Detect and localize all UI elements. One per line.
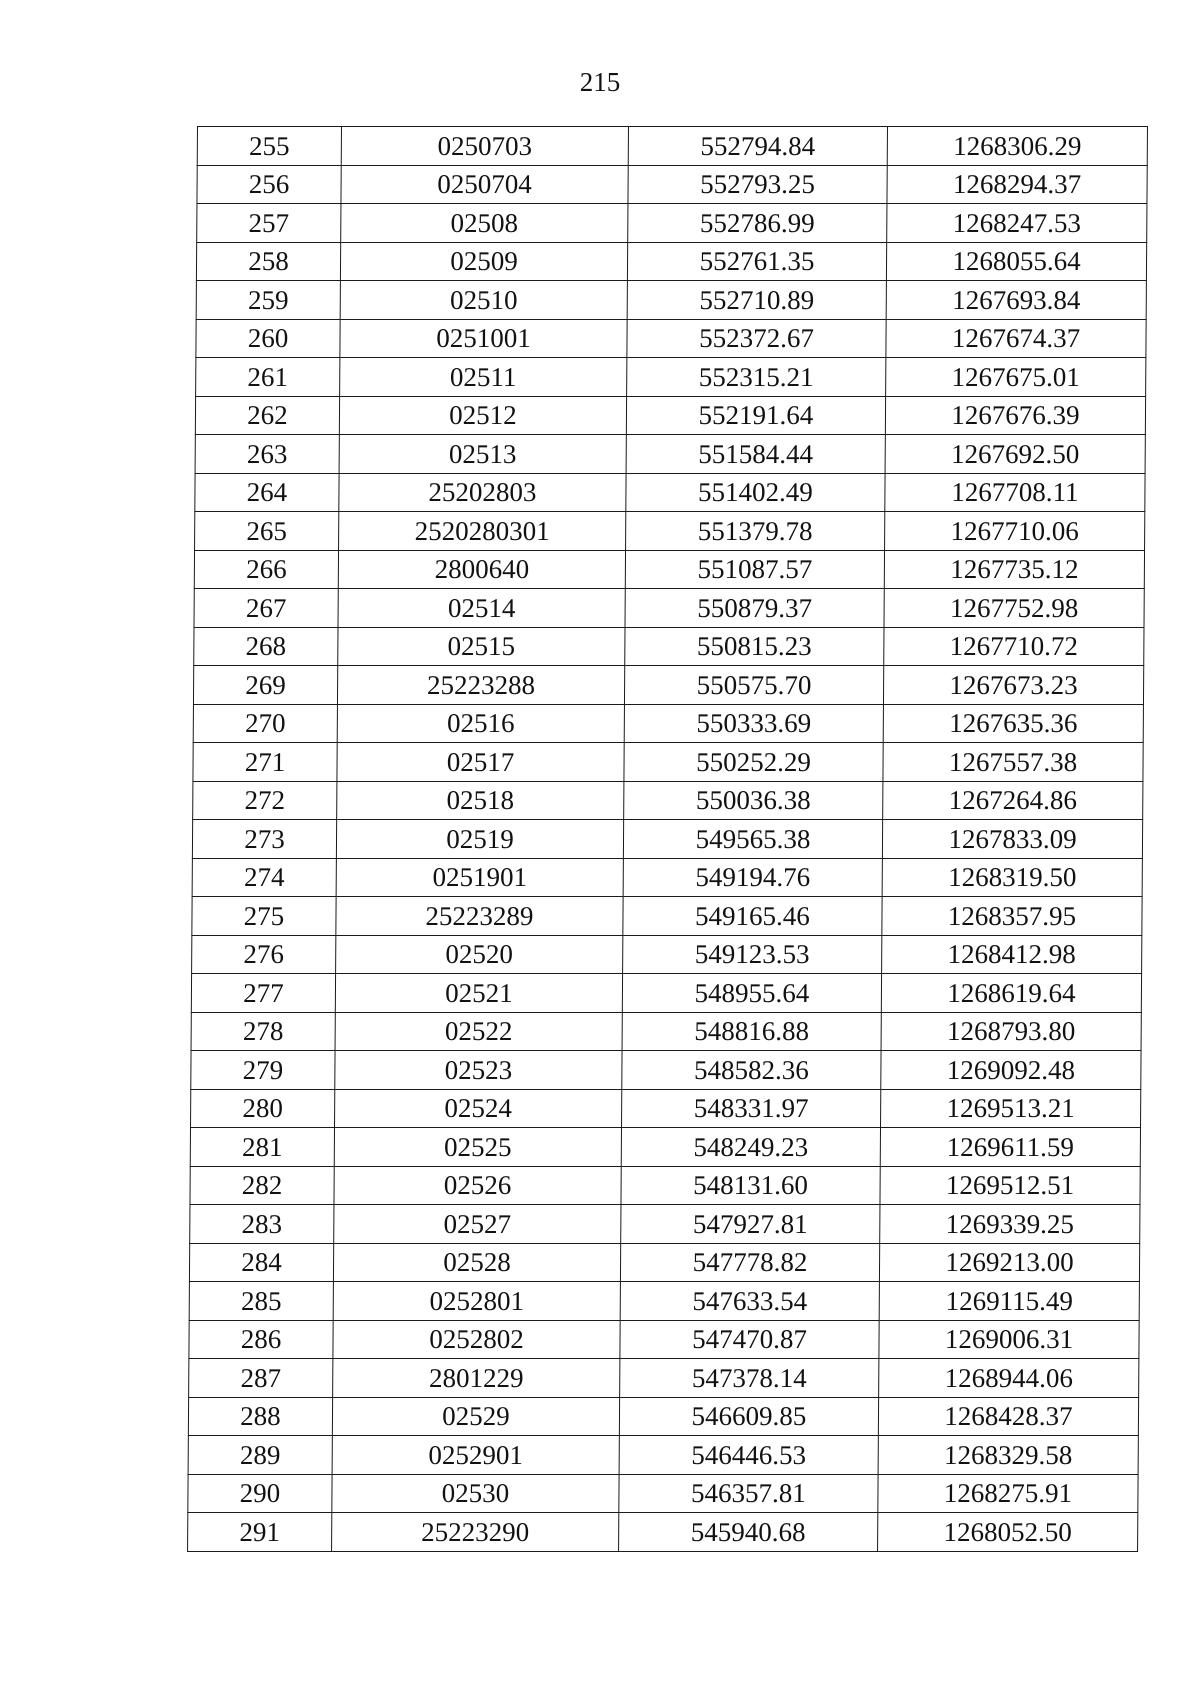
- table-row: [194, 550, 1144, 589]
- table-row: [191, 1012, 1141, 1051]
- row-number-cell: 256: [197, 165, 341, 204]
- y-coordinate-cell: 1267735.12: [884, 550, 1144, 589]
- y-coordinate-cell: 1267692.50: [885, 435, 1145, 474]
- point-id-cell: 02529: [332, 1397, 619, 1436]
- y-coordinate-cell: 1269611.59: [880, 1128, 1140, 1167]
- row-number-cell: 279: [191, 1051, 335, 1090]
- x-coordinate-cell: 545940.68: [619, 1513, 878, 1552]
- x-coordinate-cell: 549123.53: [623, 935, 882, 974]
- table-row: [196, 242, 1146, 281]
- point-id-cell: 25202803: [339, 473, 626, 512]
- row-number-cell: 262: [195, 396, 339, 435]
- x-coordinate-cell: 551379.78: [626, 512, 885, 551]
- y-coordinate-cell: 1268247.53: [887, 204, 1147, 243]
- point-id-cell: 02528: [333, 1243, 620, 1282]
- row-number-cell: 277: [191, 974, 335, 1013]
- table-row: [189, 1320, 1139, 1359]
- point-id-cell: 0252802: [333, 1320, 620, 1359]
- point-id-cell: 02510: [340, 281, 627, 320]
- y-coordinate-cell: 1267674.37: [886, 319, 1146, 358]
- row-number-cell: 287: [189, 1359, 333, 1398]
- point-id-cell: 02518: [337, 781, 624, 820]
- x-coordinate-cell: 552793.25: [628, 165, 887, 204]
- x-coordinate-cell: 548249.23: [621, 1128, 880, 1167]
- row-number-cell: 272: [193, 781, 337, 820]
- y-coordinate-cell: 1267752.98: [884, 589, 1144, 628]
- row-number-cell: 274: [192, 858, 336, 897]
- table-row: [196, 319, 1146, 358]
- row-number-cell: 276: [192, 935, 336, 974]
- row-number-cell: 268: [194, 627, 338, 666]
- y-coordinate-cell: 1269115.49: [879, 1282, 1139, 1321]
- y-coordinate-cell: 1268275.91: [878, 1474, 1138, 1513]
- row-number-cell: 270: [193, 704, 337, 743]
- row-number-cell: 269: [193, 666, 337, 705]
- row-number-cell: 285: [189, 1282, 333, 1321]
- x-coordinate-cell: 550333.69: [624, 704, 883, 743]
- row-number-cell: 281: [190, 1128, 334, 1167]
- row-number-cell: 260: [196, 319, 340, 358]
- x-coordinate-cell: 551087.57: [625, 550, 884, 589]
- point-id-cell: 02522: [335, 1012, 622, 1051]
- table-row: [196, 358, 1146, 397]
- row-number-cell: 275: [192, 897, 336, 936]
- table-row: [194, 589, 1144, 628]
- point-id-cell: 02509: [340, 242, 627, 281]
- point-id-cell: 0251901: [336, 858, 623, 897]
- row-number-cell: 265: [195, 512, 339, 551]
- point-id-cell: 02523: [335, 1051, 622, 1090]
- table-row: [188, 1474, 1138, 1513]
- y-coordinate-cell: 1269512.51: [880, 1166, 1140, 1205]
- point-id-cell: 2800640: [338, 550, 625, 589]
- table-row: [197, 165, 1147, 204]
- table-row: [191, 1051, 1141, 1090]
- y-coordinate-cell: 1268294.37: [887, 165, 1147, 204]
- x-coordinate-cell: 552191.64: [626, 396, 885, 435]
- y-coordinate-cell: 1267264.86: [883, 781, 1143, 820]
- row-number-cell: 267: [194, 589, 338, 628]
- x-coordinate-cell: 552315.21: [627, 358, 886, 397]
- point-id-cell: 25223290: [332, 1513, 619, 1552]
- table-row: [190, 1205, 1140, 1244]
- row-number-cell: 291: [188, 1513, 332, 1552]
- row-number-cell: 280: [191, 1089, 335, 1128]
- x-coordinate-cell: 548131.60: [621, 1166, 880, 1205]
- y-coordinate-cell: 1267676.39: [885, 396, 1145, 435]
- table-row: [193, 743, 1143, 782]
- x-coordinate-cell: 547633.54: [620, 1282, 879, 1321]
- x-coordinate-cell: 550252.29: [624, 743, 883, 782]
- table-row: [189, 1282, 1139, 1321]
- y-coordinate-cell: 1268055.64: [886, 242, 1146, 281]
- row-number-cell: 288: [188, 1397, 332, 1436]
- y-coordinate-cell: 1267693.84: [886, 281, 1146, 320]
- row-number-cell: 271: [193, 743, 337, 782]
- y-coordinate-cell: 1268944.06: [879, 1359, 1139, 1398]
- point-id-cell: 02508: [341, 204, 628, 243]
- table-row: [192, 820, 1142, 859]
- x-coordinate-cell: 547778.82: [620, 1243, 879, 1282]
- row-number-cell: 290: [188, 1474, 332, 1513]
- row-number-cell: 264: [195, 473, 339, 512]
- y-coordinate-cell: 1267710.72: [884, 627, 1144, 666]
- y-coordinate-cell: 1267635.36: [883, 704, 1143, 743]
- table-row: [192, 858, 1142, 897]
- coordinates-table: [187, 126, 1148, 1552]
- row-number-cell: 286: [189, 1320, 333, 1359]
- y-coordinate-cell: 1268428.37: [878, 1397, 1138, 1436]
- x-coordinate-cell: 550575.70: [624, 666, 883, 705]
- table-row: [195, 473, 1145, 512]
- point-id-cell: 02513: [339, 435, 626, 474]
- row-number-cell: 282: [190, 1166, 334, 1205]
- point-id-cell: 02516: [337, 704, 624, 743]
- y-coordinate-cell: 1268412.98: [882, 935, 1142, 974]
- y-coordinate-cell: 1267673.23: [883, 666, 1143, 705]
- table-row: [194, 627, 1144, 666]
- point-id-cell: 25223289: [336, 897, 623, 936]
- point-id-cell: 0250703: [341, 127, 628, 166]
- x-coordinate-cell: 547378.14: [620, 1359, 879, 1398]
- x-coordinate-cell: 550036.38: [624, 781, 883, 820]
- row-number-cell: 261: [196, 358, 340, 397]
- x-coordinate-cell: 552761.35: [627, 242, 886, 281]
- x-coordinate-cell: 546357.81: [619, 1474, 878, 1513]
- point-id-cell: 0252901: [332, 1436, 619, 1475]
- point-id-cell: 02517: [337, 743, 624, 782]
- table-row: [197, 127, 1147, 166]
- x-coordinate-cell: 552710.89: [627, 281, 886, 320]
- y-coordinate-cell: 1267708.11: [885, 473, 1145, 512]
- row-number-cell: 263: [195, 435, 339, 474]
- y-coordinate-cell: 1268619.64: [881, 974, 1141, 1013]
- table-row: [197, 204, 1147, 243]
- table-row: [189, 1359, 1139, 1398]
- point-id-cell: 0251001: [340, 319, 627, 358]
- y-coordinate-cell: 1268329.58: [878, 1436, 1138, 1475]
- table-row: [188, 1397, 1138, 1436]
- point-id-cell: 02525: [334, 1128, 621, 1167]
- table-row: [191, 974, 1141, 1013]
- y-coordinate-cell: 1269006.31: [879, 1320, 1139, 1359]
- y-coordinate-cell: 1269092.48: [881, 1051, 1141, 1090]
- table-row: [195, 512, 1145, 551]
- y-coordinate-cell: 1267675.01: [886, 358, 1146, 397]
- point-id-cell: 02512: [339, 396, 626, 435]
- x-coordinate-cell: 552794.84: [628, 127, 887, 166]
- page-number: 215: [579, 67, 621, 97]
- y-coordinate-cell: 1267710.06: [885, 512, 1145, 551]
- y-coordinate-cell: 1268357.95: [882, 897, 1142, 936]
- row-number-cell: 278: [191, 1012, 335, 1051]
- row-number-cell: 273: [192, 820, 336, 859]
- y-coordinate-cell: 1268052.50: [878, 1513, 1138, 1552]
- y-coordinate-cell: 1269339.25: [880, 1205, 1140, 1244]
- row-number-cell: 258: [196, 242, 340, 281]
- table-row: [190, 1128, 1140, 1167]
- row-number-cell: 266: [194, 550, 338, 589]
- x-coordinate-cell: 549165.46: [623, 897, 882, 936]
- point-id-cell: 02519: [336, 820, 623, 859]
- point-id-cell: 02521: [335, 974, 622, 1013]
- y-coordinate-cell: 1268793.80: [881, 1012, 1141, 1051]
- x-coordinate-cell: 548582.36: [622, 1051, 881, 1090]
- point-id-cell: 2520280301: [339, 512, 626, 551]
- point-id-cell: 02515: [338, 627, 625, 666]
- point-id-cell: 2801229: [333, 1359, 620, 1398]
- x-coordinate-cell: 547470.87: [620, 1320, 879, 1359]
- x-coordinate-cell: 548955.64: [622, 974, 881, 1013]
- x-coordinate-cell: 552372.67: [627, 319, 886, 358]
- row-number-cell: 284: [189, 1243, 333, 1282]
- table-row: [189, 1243, 1139, 1282]
- point-id-cell: 02527: [334, 1205, 621, 1244]
- table-row: [193, 666, 1143, 705]
- x-coordinate-cell: 546609.85: [619, 1397, 878, 1436]
- x-coordinate-cell: 548816.88: [622, 1012, 881, 1051]
- x-coordinate-cell: 550815.23: [625, 627, 884, 666]
- x-coordinate-cell: 549565.38: [623, 820, 882, 859]
- point-id-cell: 02514: [338, 589, 625, 628]
- row-number-cell: 255: [197, 127, 341, 166]
- x-coordinate-cell: 549194.76: [623, 858, 882, 897]
- x-coordinate-cell: 550879.37: [625, 589, 884, 628]
- y-coordinate-cell: 1269213.00: [879, 1243, 1139, 1282]
- point-id-cell: 02530: [332, 1474, 619, 1513]
- row-number-cell: 257: [197, 204, 341, 243]
- x-coordinate-cell: 552786.99: [628, 204, 887, 243]
- table-row: [195, 396, 1145, 435]
- x-coordinate-cell: 546446.53: [619, 1436, 878, 1475]
- point-id-cell: 0252801: [333, 1282, 620, 1321]
- x-coordinate-cell: 551402.49: [626, 473, 885, 512]
- point-id-cell: 02511: [340, 358, 627, 397]
- point-id-cell: 0250704: [341, 165, 628, 204]
- table-row: [193, 781, 1143, 820]
- row-number-cell: 289: [188, 1436, 332, 1475]
- row-number-cell: 259: [196, 281, 340, 320]
- x-coordinate-cell: 548331.97: [622, 1089, 881, 1128]
- table-row: [196, 281, 1146, 320]
- point-id-cell: 02526: [334, 1166, 621, 1205]
- y-coordinate-cell: 1268319.50: [882, 858, 1142, 897]
- y-coordinate-cell: 1267833.09: [882, 820, 1142, 859]
- table-row: [190, 1166, 1140, 1205]
- y-coordinate-cell: 1268306.29: [887, 127, 1147, 166]
- point-id-cell: 02524: [335, 1089, 622, 1128]
- table-row: [188, 1436, 1138, 1475]
- point-id-cell: 02520: [336, 935, 623, 974]
- y-coordinate-cell: 1267557.38: [883, 743, 1143, 782]
- table-body: [188, 127, 1148, 1552]
- table-row: [192, 935, 1142, 974]
- table-row: [192, 897, 1142, 936]
- point-id-cell: 25223288: [337, 666, 624, 705]
- y-coordinate-cell: 1269513.21: [881, 1089, 1141, 1128]
- x-coordinate-cell: 547927.81: [621, 1205, 880, 1244]
- table-row: [188, 1513, 1138, 1552]
- table-row: [193, 704, 1143, 743]
- x-coordinate-cell: 551584.44: [626, 435, 885, 474]
- table-row: [191, 1089, 1141, 1128]
- row-number-cell: 283: [190, 1205, 334, 1244]
- table-row: [195, 435, 1145, 474]
